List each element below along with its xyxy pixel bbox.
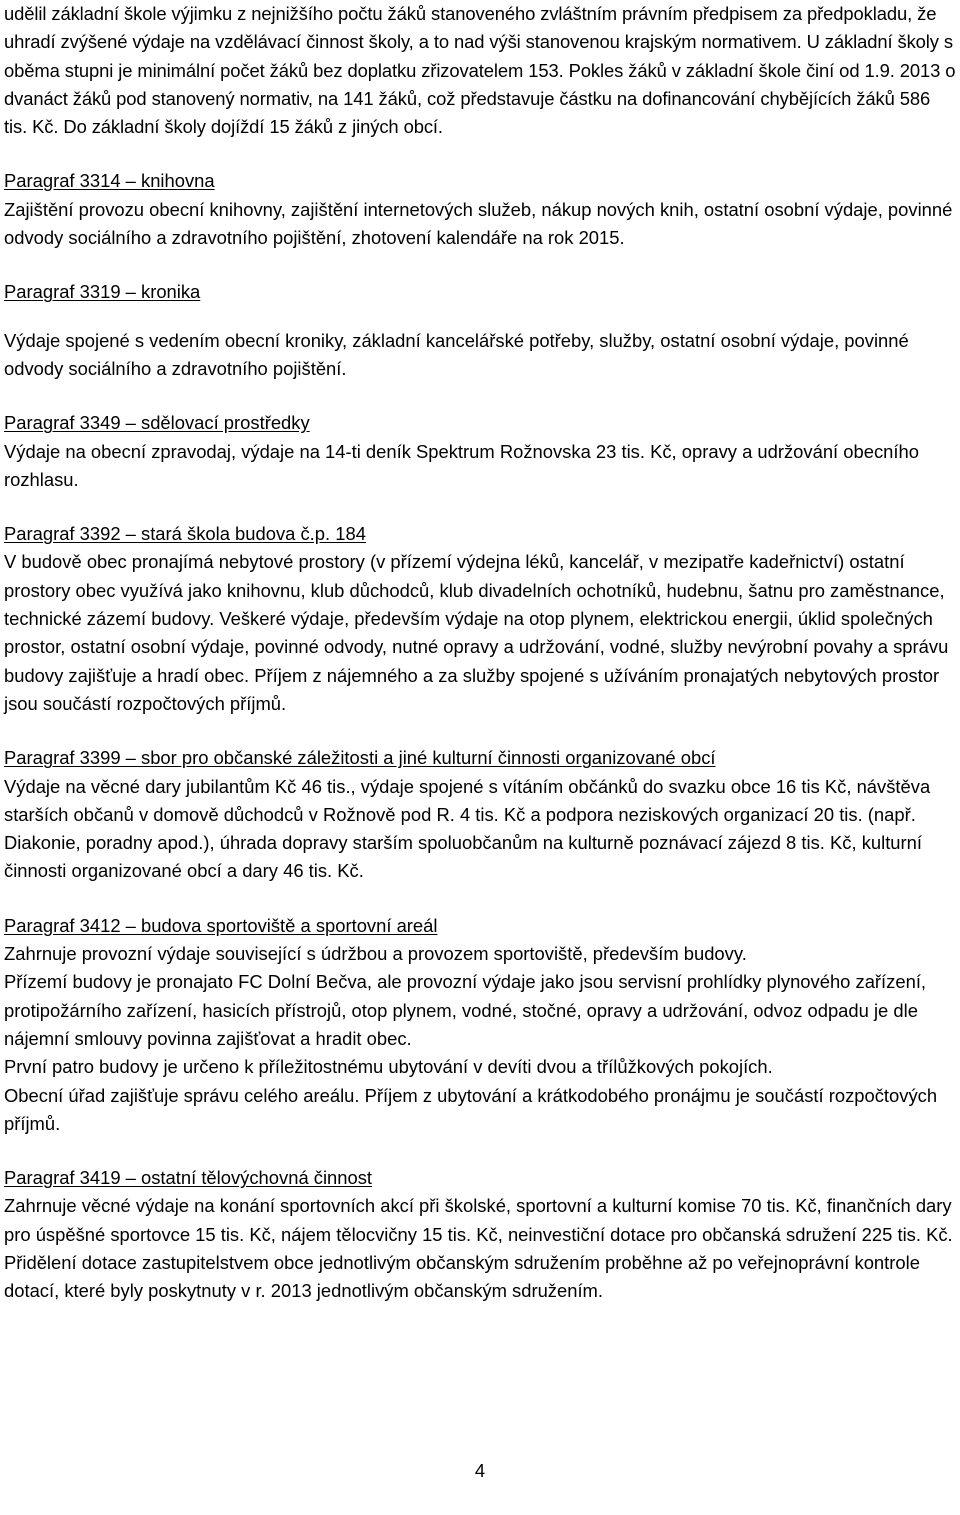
section-heading: Paragraf 3392 – stará škola budova č.p. 184	[4, 523, 366, 545]
section-paragraph: Výdaje spojené s vedením obecní kroniky, základní kancelářské potřeby, služby, ostatní osobní výdaje, povinné odvody sociálního a zdravotního pojištění.	[4, 329, 909, 379]
section-heading: Paragraf 3319 – kronika	[4, 281, 201, 303]
section-3419-telovychovna-cinnost	[4, 1164, 956, 1305]
section-paragraph: Výdaje na věcné dary jubilantům Kč 46 tis., výdaje spojené s vítáním občánků do svazku obce 16 tis Kč, návštěva starších občanů v domově důchodců v Rožnově pod R. 4 tis. Kč a podpora neziskových organizací 20 tis. (např. Diakonie, poradny apod.), úhrada dopravy starším spoluobčanům na kulturně poznávací zájezd 8 tis. Kč, kulturní činnosti organizované obcí a dary 46 tis. Kč.	[4, 775, 931, 882]
section-paragraph: Výdaje na obecní zpravodaj, výdaje na 14-ti deník Spektrum Rožnovska 23 tis. Kč, opravy a udržování obecního rozhlasu.	[4, 440, 919, 490]
section-heading: Paragraf 3399 – sbor pro občanské záležitosti a jiné kulturní činnosti organizované obcí	[4, 747, 716, 769]
section-heading: Paragraf 3412 – budova sportoviště a sportovní areál	[4, 914, 438, 936]
section-3349-sdelovaci-prostredky	[4, 409, 956, 494]
section-3314-knihovna	[4, 167, 956, 252]
section-heading: Paragraf 3349 – sdělovací prostředky	[4, 412, 310, 434]
section-paragraph: Zahrnuje provozní výdaje související s údržbou a provozem sportoviště, především budovy.	[4, 943, 747, 965]
section-paragraph: Zajištění provozu obecní knihovny, zajištění internetových služeb, nákup nových knih, ostatní osobní výdaje, povinné odvody sociálního a zdravotního pojištění, zhotovení kalendáře na rok 2015.	[4, 198, 953, 249]
page-number: 4	[474, 1460, 486, 1481]
intro-paragraph: udělil základní škole výjimku z nejnižšího počtu žáků stanoveného zvláštním právním předpisem za předpokladu, že uhradí zvýšené výdaje na vzdělávací činnost školy, a to nad výši stanovenou krajským normativem. U základní školy s oběma stupni je minimální počet žáků bez doplatku zřizovatelem 153. Pokles žáků v základní škole činí od 1.9. 2013 o dvanáct žáků pod stanovený normativ, na 141 žáků, což představuje částku na dofinancování chybějících žáků 586 tis. Kč. Do základní školy dojíždí 15 žáků z jiných obcí.	[4, 3, 956, 138]
section-3319-kronika	[4, 278, 956, 383]
section-paragraph: Zahrnuje věcné výdaje na konání sportovních akcí při školské, sportovní a kulturní komise 70 tis. Kč, finančních dary pro úspěšné sportovce 15 tis. Kč, nájem tělocvičny 15 tis. Kč, neinvestiční dotace pro občanská sdružení 225 tis. Kč. Přidělení dotace zastupitelstvem obce jednotlivým občanským sdružením proběhne až po veřejnoprávní kontrole dotací, které byly poskytnuty v r. 2013 jednotlivým občanským sdružením.	[4, 1195, 953, 1302]
section-3392-stara-skola	[4, 520, 956, 718]
section-paragraph: V budově obec pronajímá nebytové prostory (v přízemí výdejna léků, kancelář, v mezipatře kadeřnictví) ostatní prostory obec využívá jako knihovnu, klub důchodců, klub divadelních ochotníků, hudebnu, šatnu pro zaměstnance, technické zázemí budovy. Veškeré výdaje, především výdaje na otop plynem, elektrickou energii, úklid společných prostor, ostatní osobní výdaje, povinné odvody, nutné opravy a udržování, vodné, služby nevýrobní povahy a správu budovy zajišťuje a hradí obec. Příjem z nájemného a za služby spojené s užíváním pronajatých nebytových prostor jsou součástí rozpočtových příjmů.	[4, 551, 949, 714]
section-3412-sportoviste	[4, 912, 956, 1138]
section-3399-sbor-obcanske-zalezitosti	[4, 744, 956, 885]
section-paragraph: Přízemí budovy je pronajato FC Dolní Bečva, ale provozní výdaje jako jsou servisní prohlídky plynového zařízení, protipožárního zařízení, hasicích přístrojů, otop plynem, vodné, stočné, opravy a udržování, odvoz odpadu je dle nájemní smlouvy povinna zajišťovat a hradit obec.	[4, 971, 927, 1049]
section-heading: Paragraf 3314 – knihovna	[4, 170, 215, 192]
section-paragraph: Obecní úřad zajišťuje správu celého areálu. Příjem z ubytování a krátkodobého pronájmu je součástí rozpočtových příjmů.	[4, 1084, 938, 1134]
section-paragraph: První patro budovy je určeno k příležitostnému ubytování v devíti dvou a třílůžkových pokojích.	[4, 1056, 773, 1078]
document-page	[4, 0, 956, 1306]
section-heading: Paragraf 3419 – ostatní tělovýchovná činnost	[4, 1167, 373, 1189]
